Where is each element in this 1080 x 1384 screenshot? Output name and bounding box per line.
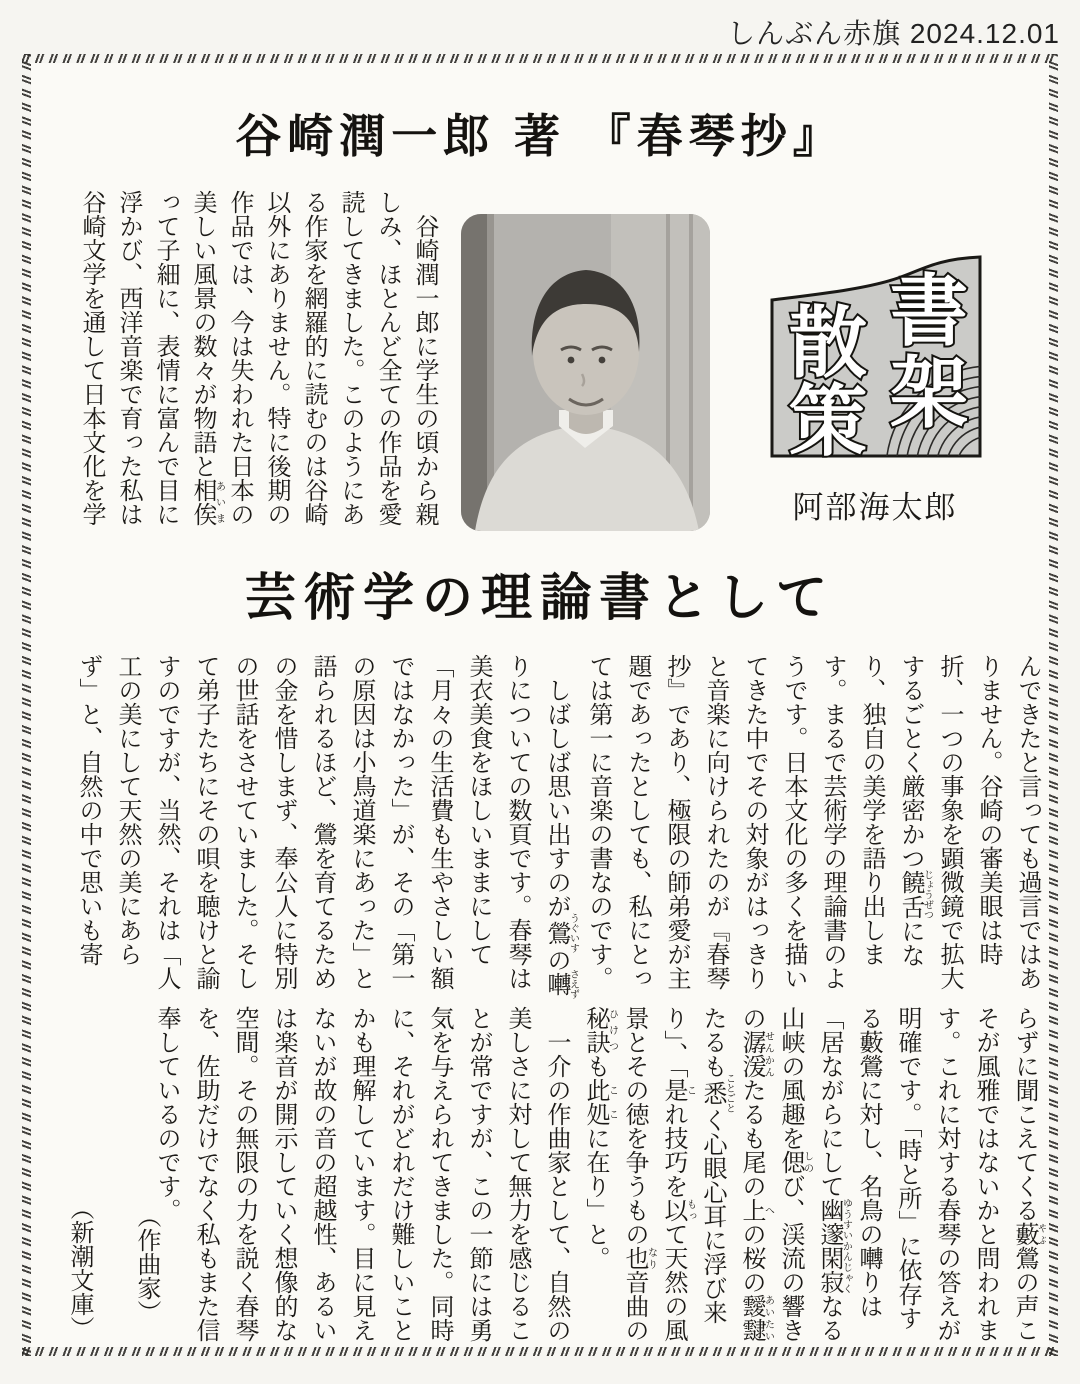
book-title: 谷崎潤一郎 著 『春琴抄』 — [235, 110, 845, 162]
body-paragraph: 一介の作曲家として、自然の美しさに対して無力を感じることが常ですが、この一節には勇気を与えられてきました。同時に、それがどれだけ難しいことかも理解しています。目に見えないが故の音の超越性、あるいは楽音が開示していく想像的な空間。その無限の力を説く春琴を、佐助だけでなく私もまた信奉しているのです。 — [153, 1006, 569, 1342]
intro-paragraph — [50, 190, 442, 548]
reviewer-name: 阿部海太郎 — [792, 490, 958, 525]
section-heading: 芸術学の理論書として — [244, 571, 835, 627]
body-paragraph: んできたと言っても過言ではありません。谷崎の審美眼は時折、一つの事象を顕微鏡で拡大するごとく厳密かつ饒舌じょうぜつになり、独自の美学を語り出します。まるで芸術学の理論書のようです。日本文化の多くを描いてきた中でその対象がはっきりと音楽に向けられたのが『春琴抄』であり、極限の師弟愛が主題であったとしても、私にとっては第一に音楽の書なのです。 — [585, 654, 1040, 990]
frame-border-top — [22, 54, 1058, 63]
body-band-1 — [50, 654, 1046, 1000]
logo-char-sho: 書 — [889, 267, 969, 355]
logo-char-saku: 策 — [788, 377, 868, 465]
credit-publisher: （新潮文庫） — [66, 1196, 92, 1340]
column-logo — [764, 242, 988, 468]
intro-text: 谷崎潤一郎に学生の頃から親しみ、ほとんど全ての作品を愛読してきました。このようにある作家を網羅的に読むのは谷崎以外にありません。特に後期の作品では、今は失われた日本の美しい風景の数々が物語と相俟あいまって子細に、表情に富んで目に浮かび、西洋音楽で育った私は谷崎文学を通して日本文化を学 — [78, 190, 437, 526]
portrait-illustration — [461, 214, 710, 531]
credit-role: （作曲家） — [133, 1204, 159, 1324]
body-band-2 — [50, 1006, 1046, 1352]
body-paragraph: しばしば思い出すのが鶯うぐいすの囀さえずりについての数頁です。春琴は美衣美食をほしいままにして「月々の生活費も生やさしい額ではなかった」が、その「第一の原因は小鳥道楽にあった」と語られるほど、鶯を育てるための金を惜しまず、奉公人に特別の世話をさせていました。そして弟子たちにその唄を聴けと諭すのですが、当然、それは「人工の美にして天然の美にあらず」と、自然の中で思いも寄 — [75, 654, 579, 999]
logo-char-san: 散 — [788, 299, 868, 387]
logo-char-ka: 架 — [889, 349, 969, 437]
publication-date: しんぶん赤旗 2024.12.01 — [727, 18, 1060, 49]
frame-border-left — [22, 54, 31, 1356]
frame-border-right — [1049, 54, 1058, 1356]
body-paragraph: らずに聞こえてくる藪やぶ鶯の声こそが風雅ではないかと問われます。これに対する春琴の答えが明確です。「時と所」に依存する藪鶯に対し、名鳥の囀りは「居ながらにして幽邃閑寂ゆうすいかんじゃくなる山峡の風趣を偲しのび、渓流の響きの潺湲せんかんたるも尾の上への桜の靉靆あいたいたるも悉ことごとく心眼心耳に浮び来り」、「是これ技巧を以もって天然の風景とその徳を争うもの也なり音曲の秘訣ひけつも此処ここに在り」と。 — [582, 1006, 1046, 1342]
reviewer-photo — [461, 214, 710, 531]
